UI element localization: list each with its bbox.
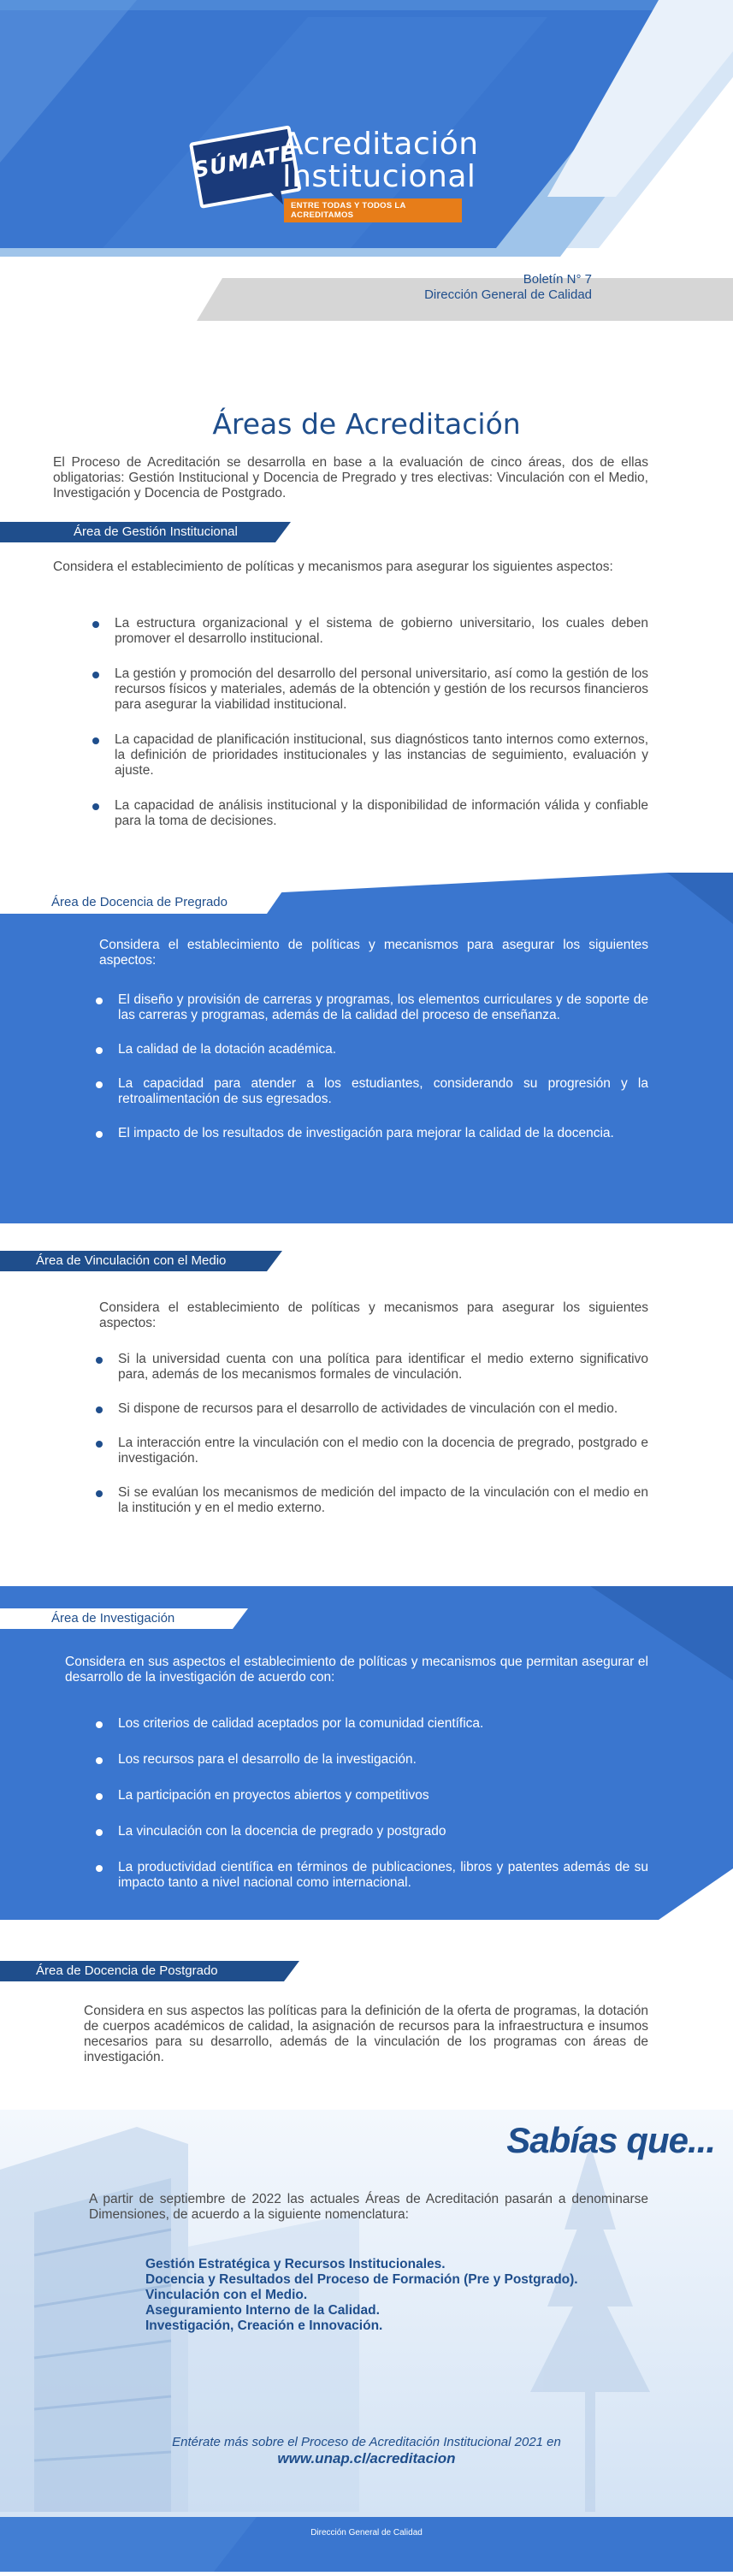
list-item: La gestión y promoción del desarrollo del personal universitario, así como la gestión de los recursos físicos y materiales, además de la obtención y gestión de los recursos financieros para asegurar la viabilidad institucional. <box>92 666 648 713</box>
pregrado-intro: Considera el establecimiento de políticas y mecanismos para asegurar los siguientes aspectos: <box>99 938 648 968</box>
sumate-badge: SÚMATE <box>189 125 304 220</box>
bulletin-number: Boletín N° 7 <box>523 272 592 287</box>
list-item: La vinculación con la docencia de pregrado y postgrado <box>96 1824 648 1839</box>
department-name: Dirección General de Calidad <box>424 287 592 302</box>
list-item: La productividad científica en términos de publicaciones, libros y patentes además de su impacto tanto a nivel nacional como internacional. <box>96 1860 648 1891</box>
brand-logo <box>171 127 479 222</box>
list-item: La capacidad de análisis institucional y la disponibilidad de información válida y confiable para la toma de decisiones. <box>92 798 648 829</box>
list-item: La interacción entre la vinculación con el medio con la docencia de pregrado, postgrado e investigación. <box>96 1436 648 1466</box>
logo-tagline: ENTRE TODAS Y TODOS LA ACREDITAMOS <box>284 198 462 222</box>
list-item: La estructura organizacional y el sistema de gobierno universitario, los cuales deben promover el desarrollo institucional. <box>92 616 648 647</box>
list-item: El diseño y provisión de carreras y programas, los elementos curriculares y de soporte de las carreras y programas, además de la calidad del proceso de enseñanza. <box>96 992 648 1023</box>
list-item: Docencia y Resultados del Proceso de Formación (Pre y Postgrado). <box>145 2272 578 2287</box>
sabias-title: Sabías que... <box>506 2120 715 2160</box>
sabias-que-panel <box>0 2110 733 2572</box>
page-title: Áreas de Acreditación <box>212 407 521 441</box>
header-banner <box>0 0 733 402</box>
list-item: La participación en proyectos abiertos y competitivos <box>96 1788 648 1803</box>
more-info-text: Entérate más sobre el Proceso de Acreditación Institucional 2021 en <box>172 2435 561 2449</box>
section-tab-gestion: Área de Gestión Institucional <box>0 522 291 542</box>
list-item: Vinculación con el Medio. <box>145 2288 308 2302</box>
section-tab-vinculacion: Área de Vinculación con el Medio <box>0 1251 282 1271</box>
bulletin-info <box>368 272 592 303</box>
pregrado-list <box>96 992 648 1141</box>
footer-label: Dirección General de Calidad <box>310 2528 423 2538</box>
list-item: La capacidad de planificación institucional, sus diagnósticos tanto internos como externos, la definición de prioridades institucionales y las instancias de seguimiento, evaluación y ajuste. <box>92 732 648 779</box>
list-item: Los recursos para el desarrollo de la investigación. <box>96 1752 648 1768</box>
section-tab-investigacion: Área de Investigación <box>0 1608 248 1629</box>
list-item: La capacidad para atender a los estudiantes, considerando su progresión y la retroalimentación de sus egresados. <box>96 1076 648 1107</box>
list-item: El impacto de los resultados de investigación para mejorar la calidad de la docencia. <box>96 1126 648 1141</box>
list-item: La calidad de la dotación académica. <box>96 1042 648 1057</box>
more-info <box>0 2435 733 2467</box>
list-item: Investigación, Creación e Innovación. <box>145 2318 383 2333</box>
logo-title: Acreditación Institucional <box>282 127 479 194</box>
list-item: Si se evalúan los mecanismos de medición del impacto de la vinculación con el medio en la institución y en el medio externo. <box>96 1485 648 1516</box>
gestion-intro: Considera el establecimiento de políticas y mecanismos para asegurar los siguientes aspectos: <box>53 560 613 574</box>
investigacion-intro: Considera en sus aspectos el establecimiento de políticas y mecanismos que permitan asegurar el desarrollo de la investigación de acuerdo con: <box>65 1655 648 1685</box>
intro-paragraph: El Proceso de Acreditación se desarrolla en base a la evaluación de cinco áreas, dos de ellas obligatorias: Gestión Institucional y Docencia de Pregrado y tres electivas: Vinculación con el Medio, Investigación y Docencia de Postgrado. <box>53 455 648 500</box>
list-item: Si dispone de recursos para el desarrollo de actividades de vinculación con el medio. <box>96 1401 648 1417</box>
list-item: Si la universidad cuenta con una política para identificar el medio externo significativo para, además de los mecanismos formales de vinculación. <box>96 1352 648 1383</box>
acreditacion-link[interactable]: www.unap.cl/acreditacion <box>277 2450 456 2466</box>
vinculacion-list <box>96 1352 648 1516</box>
list-item: Los criterios de calidad aceptados por la comunidad científica. <box>96 1716 648 1732</box>
footer-bar <box>0 2517 733 2572</box>
list-item: Aseguramiento Interno de la Calidad. <box>145 2303 380 2318</box>
investigacion-list <box>96 1716 648 1891</box>
postgrado-intro: Considera en sus aspectos las políticas para la definición de la oferta de programas, la dotación de cuerpos académicos de calidad, la asignación de recursos para la infraestructura e insumos necesarios para su desarrollo, además de la vinculación de los programas con áreas de investigación. <box>84 2004 648 2064</box>
sabias-text: A partir de septiembre de 2022 las actuales Áreas de Acreditación pasarán a denominarse Dimensiones, de acuerdo a la siguiente nomenclatura: <box>89 2192 648 2222</box>
gestion-list <box>92 616 648 829</box>
dimensions-list <box>145 2257 578 2334</box>
list-item: Gestión Estratégica y Recursos Institucionales. <box>145 2257 446 2271</box>
section-tab-postgrado: Área de Docencia de Postgrado <box>0 1961 299 1981</box>
section-tab-pregrado: Área de Docencia de Pregrado <box>0 891 282 912</box>
vinculacion-intro: Considera el establecimiento de políticas y mecanismos para asegurar los siguientes aspectos: <box>99 1300 648 1330</box>
